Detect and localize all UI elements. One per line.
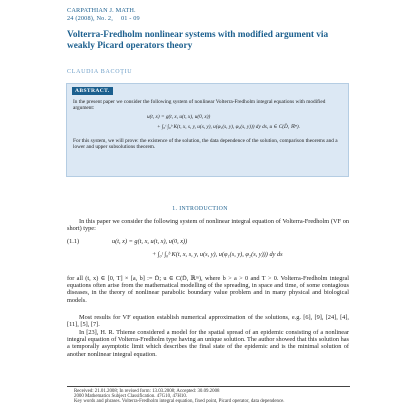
paper-title: Volterra-Fredholm nonlinear systems with modified argument via weakly Picard operators theory [67, 30, 329, 51]
abstract-intro: In the present paper we consider the following system of nonlinear Volterra-Fredholm integral equations with modified argument: [73, 99, 326, 112]
journal-issue: 24 (2008), No. 2, [67, 15, 113, 22]
equation-number: (1.1) [67, 238, 80, 245]
section-heading: 1. INTRODUCTION [172, 206, 228, 212]
body-paragraph-3: Most results for VF equation establish numerical approximation of the solutions, e.g. [6], [9], [24], [4], [11], [5], [7]. [67, 314, 349, 329]
abstract-equation-line2: + ∫₀ᵗ ∫₀ᵇ K(t, x, s, y, u(s, y), u(φ₁(s, y), φ₂(s, y))) dy ds, u ∈ C(D̄, ℝᵐ). [157, 124, 300, 130]
abstract-box [66, 83, 349, 177]
equation-line1: u(t, x) = g(t, x, u(t, x), u(0, x)) [112, 238, 188, 245]
footnote-received: Received: 21.01.2008; In revised form: 13.03.2008; Accepted: 30.09.2008 [74, 389, 220, 394]
body-paragraph-2: for all (t, x) ∈ [0, T] × [a, b] := D̄; u ∈ C(D̄, ℝᵐ), where b > a > 0 and T > 0. Volterra-Fredholm integral equations often arise from the mathematical modelling of the spreading, in space and time, of some contagious diseases, in the theory of nonlinear parabolic boundary value problem and in many physical and biological models. [67, 275, 349, 304]
footnote-keywords: Key words and phrases. Volterra-Fredholm integral equation, fixed point, Picard operator, data dependence. [74, 399, 285, 404]
footnote-msc: 2000 Mathematics Subject Classification. 47G10, 47H10. [74, 394, 188, 399]
abstract-equation-line1: u(t, x) = g(t, x, u(t, x), u(0, x)) [147, 114, 211, 120]
journal-pages: 01 - 09 [120, 15, 140, 22]
abstract-body: For this system, we will prove: the existence of the solution, the data dependence of the solution, comparison theorems and a lower and upper subsolutions theorem. [73, 138, 338, 151]
author-name: CLAUDIA BACOŢIU [67, 69, 133, 75]
journal-header [67, 7, 140, 23]
footnote-rule [67, 386, 350, 387]
abstract-label: ABSTRACT. [72, 87, 113, 95]
journal-name: CARPATHIAN J. MATH. [67, 7, 136, 14]
body-paragraph-4: In [23], H. R. Thieme considered a model for the spatial spread of an epidemic consisting of a nonlinear integral equation of Volterra-Fredholm type having an unique solution. The author showed that this solution has a temporally asymptotic limit which describes the final state of the epidemic and is the minimal solution of another nonlinear integral equation. [67, 329, 349, 358]
intro-paragraph: In this paper we consider the following system of nonlinear integral equation of Volterra-Fredholm (VF on short) type: [67, 218, 349, 233]
equation-line2: + ∫₀ᵗ ∫₀ᵇ K(t, x, s, y, u(s, y), u(φ₁(s, y), φ₂(s, y))) dy ds [152, 251, 283, 258]
